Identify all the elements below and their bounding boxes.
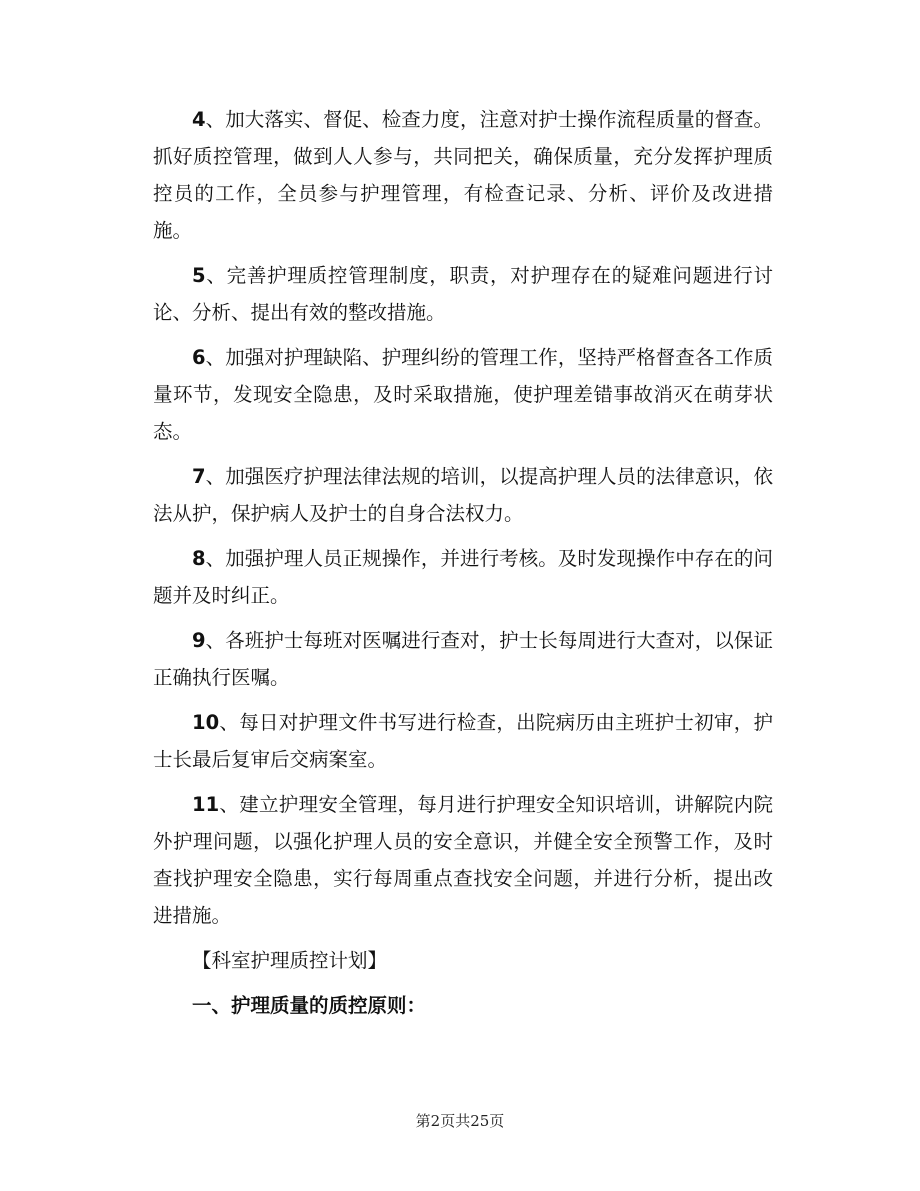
list-item-5 [153,257,773,331]
list-item-8 [153,540,773,614]
list-item-10 [153,704,773,778]
item-number: 9 [192,629,206,652]
item-text: 、加强对护理缺陷、护理纠纷的管理工作，坚持严格督查各工作质量环节，发现安全隐患，及时采取措施，使护理差错事故消灭在萌芽状态。 [153,346,773,443]
item-number: 11 [192,793,220,816]
list-item-9 [153,622,773,696]
list-item-6 [153,339,773,450]
list-item-11 [153,786,773,934]
item-number: 5 [192,264,206,287]
item-number: 10 [192,711,220,734]
list-item-4 [153,101,773,249]
section-heading: 一、护理质量的质控原则： [192,994,427,1017]
item-number: 6 [192,346,206,369]
item-text: 、加强医疗护理法律法规的培训，以提高护理人员的法律意识，依法从护，保护病人及护士的自身合法权力。 [153,465,773,525]
item-text: 、建立护理安全管理，每月进行护理安全知识培训，讲解院内院外护理问题，以强化护理人员的安全意识，并健全安全预警工作，及时查找护理安全隐患，实行每周重点查找安全问题，并进行分析，提出改进措施。 [153,793,773,927]
item-text: 、加强护理人员正规操作，并进行考核。及时发现操作中存在的问题并及时纠正。 [153,547,773,607]
item-text: 、完善护理质控管理制度，职责，对护理存在的疑难问题进行讨论、分析、提出有效的整改措施。 [153,264,773,324]
section-title: 【科室护理质控计划】 [192,949,388,972]
item-number: 7 [192,465,206,488]
item-number: 4 [192,108,206,131]
list-item-7 [153,458,773,532]
item-text: 、加大落实、督促、检查力度，注意对护士操作流程质量的督查。抓好质控管理，做到人人参与，共同把关，确保质量，充分发挥护理质控员的工作，全员参与护理管理，有检查记录、分析、评价及改进措施。 [153,108,773,242]
page-number: 第2页共25页 [415,1112,505,1130]
document-body [153,101,773,1024]
item-text: 、每日对护理文件书写进行检查，出院病历由主班护士初审，护士长最后复审后交病案室。 [153,711,773,771]
item-number: 8 [192,547,206,570]
item-text: 、各班护士每班对医嘱进行查对，护士长每周进行大查对，以保证正确执行医嘱。 [153,629,773,689]
